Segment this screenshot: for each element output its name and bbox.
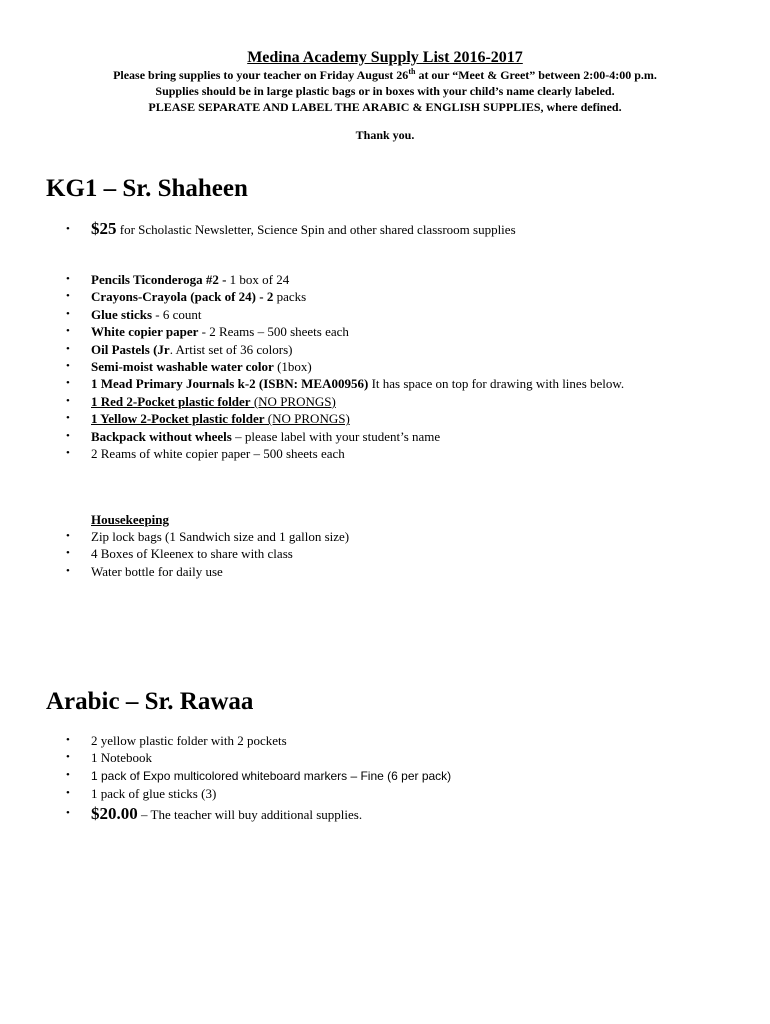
list-item: [0, 528, 720, 545]
item-bold-text: Semi-moist washable water color: [91, 359, 274, 375]
item-text: 1 Notebook: [91, 750, 153, 766]
list-item: [0, 563, 720, 580]
item-text: (1box): [273, 359, 312, 375]
kg1-supplies-list: [0, 271, 720, 462]
item-text: Zip lock bags (1 Sandwich size and 1 gallon size): [91, 529, 350, 544]
bullet-icon: •: [66, 787, 70, 800]
item-text: 1 pack of glue sticks (3): [91, 786, 217, 802]
list-item: [0, 445, 720, 462]
bullet-icon: •: [66, 307, 70, 320]
list-item: [0, 219, 720, 240]
instruction-line-1-rest: at our “Meet & Greet” between 2:00-4:00 p.m.: [415, 68, 657, 82]
item-text: - 2 Reams – 500 sheets each: [198, 324, 349, 340]
instruction-line-1: [0, 67, 770, 83]
item-text: . Artist set of 36 colors): [169, 341, 293, 357]
bullet-icon: •: [66, 342, 70, 355]
housekeeping-list: [0, 528, 720, 580]
document-title: Medina Academy Supply List 2016-2017: [247, 49, 523, 66]
thank-you-text: Thank you.: [355, 128, 415, 142]
bullet-icon: •: [66, 734, 70, 746]
list-item: [0, 358, 720, 375]
item-text: Water bottle for daily use: [91, 563, 223, 579]
item-bold-text: Glue sticks: [91, 306, 153, 322]
item-bold-text: 1 Yellow 2-Pocket plastic folder: [91, 411, 265, 427]
list-item: [0, 271, 720, 288]
item-text: 2 yellow plastic folder with 2 pockets: [91, 733, 287, 748]
list-item: [0, 545, 720, 562]
list-item: [0, 288, 720, 305]
bullet-icon: •: [66, 768, 70, 781]
item-text: (NO PRONGS): [264, 411, 350, 427]
kg1-section-title: KG1 – Sr. Shaheen: [46, 175, 248, 202]
bullet-icon: •: [66, 290, 70, 303]
fee-description: for Scholastic Newsletter, Science Spin and other shared classroom supplies: [116, 222, 516, 237]
bullet-icon: •: [66, 412, 70, 425]
item-text: 1 pack of Expo multicolored whiteboard markers – Fine (6 per pack): [91, 768, 452, 783]
arabic-section-title: Arabic – Sr. Rawaa: [46, 688, 254, 715]
list-item: [0, 375, 720, 392]
bullet-icon: •: [66, 394, 70, 407]
item-text: packs: [273, 289, 307, 305]
bullet-icon: •: [66, 530, 70, 542]
list-item: [0, 323, 720, 340]
instruction-line-2: Supplies should be in large plastic bags or in boxes with your child’s name clearly labeled.: [155, 84, 615, 98]
document-header: [0, 48, 770, 143]
instruction-line-1-text: Please bring supplies to your teacher on Friday August 26: [113, 68, 409, 82]
list-item: [0, 749, 720, 766]
item-text: 2 Reams of white copier paper – 500 sheets each: [91, 446, 345, 462]
bullet-icon: •: [66, 325, 70, 338]
list-item: [0, 803, 720, 825]
item-bold-text: Oil Pastels (Jr: [91, 341, 170, 357]
item-text: - 6 count: [152, 306, 202, 322]
bullet-icon: •: [66, 360, 70, 373]
list-item: [0, 306, 720, 323]
list-item: [0, 341, 720, 358]
item-bold-text: Crayons-Crayola (pack of 24) - 2: [91, 289, 274, 305]
bullet-icon: •: [66, 547, 70, 560]
instruction-line-3: PLEASE SEPARATE AND LABEL THE ARABIC & ENGLISH SUPPLIES, where defined.: [148, 100, 622, 114]
bullet-icon: •: [66, 751, 70, 764]
item-text: 1 box of 24: [229, 272, 290, 287]
item-bold-text: Pencils Ticonderoga #2 -: [91, 272, 230, 287]
bullet-icon: •: [66, 429, 70, 442]
item-text: (NO PRONGS): [250, 393, 336, 409]
item-bold-text: White copier paper: [91, 324, 199, 340]
instruction-line-1-sup: th: [408, 67, 416, 76]
bullet-icon: •: [66, 447, 70, 460]
fee-amount: $25: [91, 219, 117, 238]
list-item: [0, 785, 720, 802]
list-item: [0, 393, 720, 410]
list-item: [0, 732, 720, 749]
bullet-icon: •: [66, 223, 70, 235]
kg1-fee-list: [0, 219, 720, 240]
item-bold-text: 1 Mead Primary Journals k-2 (ISBN: MEA00956): [91, 376, 369, 392]
list-item: [0, 428, 720, 445]
fee-description: – The teacher will buy additional supplies.: [137, 806, 363, 822]
list-item: [0, 767, 720, 785]
bullet-icon: •: [66, 377, 70, 390]
item-bold-text: 1 Red 2-Pocket plastic folder: [91, 393, 251, 409]
bullet-icon: •: [66, 806, 70, 819]
bullet-icon: •: [66, 564, 70, 577]
item-text: – please label with your student’s name: [231, 428, 441, 444]
housekeeping-heading: Housekeeping: [91, 512, 170, 527]
arabic-supplies-list: [0, 732, 720, 825]
item-bold-text: Backpack without wheels: [91, 428, 232, 444]
item-text: It has space on top for drawing with lines below.: [368, 376, 625, 392]
bullet-icon: •: [66, 273, 70, 285]
fee-amount: $20.00: [91, 803, 138, 823]
list-item: [0, 410, 720, 427]
item-text: 4 Boxes of Kleenex to share with class: [91, 546, 293, 562]
